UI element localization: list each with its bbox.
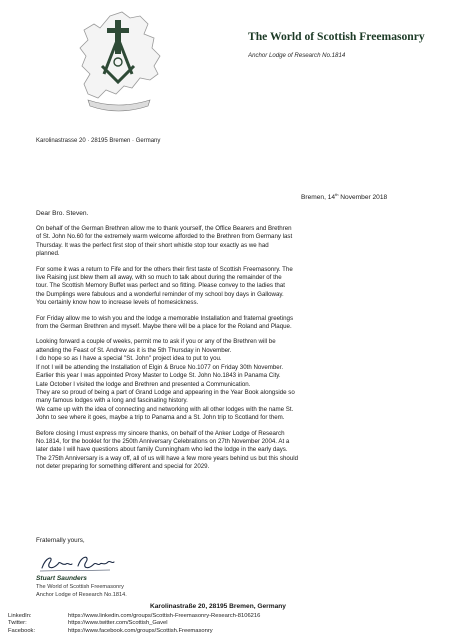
footer-link-twitter <box>8 620 260 627</box>
closing: Fraternally yours, <box>36 537 85 544</box>
body-line: attending the Feast of St. Andrew as it is the 5th Thursday in November. <box>36 346 232 354</box>
masonic-emblem-logo <box>70 8 168 118</box>
body-line: The 275th Anniversary is a way off, all of us will have a few more years behind us but this should <box>36 454 299 462</box>
linkedin-link[interactable]: https://www.linkedin.com/groups/Scottish-Freemasonry-Research-8106216 <box>68 613 261 619</box>
body-line: No.1814, for the booklet for the 250th Anniversary Celebrations on 27th November 2004. At a <box>36 437 290 445</box>
handwritten-signature <box>38 552 118 574</box>
body-line: On behalf of the German Brethren allow me to thank yourself, the Office Bearers and Brethren <box>36 225 292 232</box>
organisation-title: The World of Scottish Freemasonry <box>248 30 425 43</box>
salutation: Dear Bro. Steven. <box>36 210 89 217</box>
link-label: Twitter: <box>8 620 27 627</box>
footer-links <box>8 613 260 635</box>
date-prefix: Bremen, 14 <box>301 194 336 202</box>
body-line: from the German Brethren and myself. Maybe there will be a place for the Roland and Plaque. <box>36 323 292 331</box>
body-line: planned. <box>36 250 60 258</box>
footer-address: Karolinastraße 20, 28195 Bremen, Germany <box>150 603 286 610</box>
date-suffix: November 2018 <box>338 194 388 202</box>
signatory-name: Stuart Saunders <box>36 575 87 582</box>
footer-link-facebook <box>8 628 260 635</box>
body-line: For some it was a return to Fife and for the others their first taste of Scottish Freemasonry. The <box>36 265 293 273</box>
body-line: of St. John No.60 for the extremely warm welcome afforded to the Brethren from Germany last <box>36 233 293 241</box>
body-line: I do hope so as I have a special "St. John" project idea to put to you. <box>36 355 222 363</box>
letter-body <box>36 225 416 479</box>
body-line: John to see where it goes, maybe a trip to Panama and a St. John trip to Scotland for them. <box>36 414 285 422</box>
signatory-lodge: Anchor Lodge of Research No.1814. <box>36 592 127 598</box>
body-line: Earlier this year I was appointed Proxy Master to Lodge St. John No.1843 in Panama City. <box>36 372 281 380</box>
body-line: Thursday. It was the perfect first stop of their short whistle stop tour exactly as we had <box>36 241 269 249</box>
body-line: the Dumplings were fabulous and a wonderful reminder of my school boy days in Galloway. <box>36 290 284 298</box>
body-paragraph <box>36 430 416 472</box>
signatory-org: The World of Scottish Freemasonry <box>36 584 124 590</box>
facebook-link[interactable]: https://www.facebook.com/groups/Scottish.Freemasonry <box>68 627 213 634</box>
body-line: many famous lodges with a long and fascinating history. <box>36 397 188 405</box>
body-line: tour. The Scottish Memory Buffet was perfect and so fitting. Please convey to the ladies that <box>36 282 285 290</box>
twitter-link[interactable]: https://www.twitter.com/Scottish_Gavel <box>68 620 168 627</box>
body-line: live Raising just blew them all away, with so much to talk about during the remainder of the <box>36 274 282 282</box>
body-line: We came up with the idea of connecting and networking with all other lodges with the name St. <box>36 405 294 413</box>
body-line: Looking forward a couple of weeks, permit me to ask if you or any of the Brethren will be <box>36 338 276 346</box>
body-line: later date I will have questions about family Cunningham who led the lodge in the early days. <box>36 446 288 454</box>
organisation-subtitle: Anchor Lodge of Research No.1814 <box>248 52 346 59</box>
letter-date <box>301 192 387 201</box>
body-line: Before closing I must express my sincere thanks, on behalf of the Anker Lodge of Research <box>36 429 285 437</box>
body-paragraph <box>36 315 416 332</box>
body-paragraph <box>36 266 416 308</box>
body-line: They are so proud of being a part of Grand Lodge and appearing in the Year Book alongside so <box>36 388 295 396</box>
body-line: You certainly know how to increase levels of homesickness. <box>36 299 199 307</box>
body-line: If not I will be attending the Installation of Elgin & Bruce No.1077 on Friday 30th November. <box>36 363 284 371</box>
body-line: For Friday allow me to wish you and the lodge a memorable Installation and fraternal greetings <box>36 314 294 322</box>
body-line: Late October I visited the lodge and Brethren and presented a Communication. <box>36 380 251 388</box>
date-ordinal: th <box>335 192 339 197</box>
body-line: not deter preparing for something different and special for 2029. <box>36 463 210 471</box>
link-label: LinkedIn: <box>8 613 32 619</box>
body-paragraph <box>36 338 416 422</box>
footer-link-linkedin <box>8 613 260 620</box>
body-paragraph <box>36 225 416 259</box>
link-label: Facebook: <box>8 627 36 634</box>
header-address: Karolinastrasse 20 · 28195 Bremen · Germany <box>36 138 161 144</box>
